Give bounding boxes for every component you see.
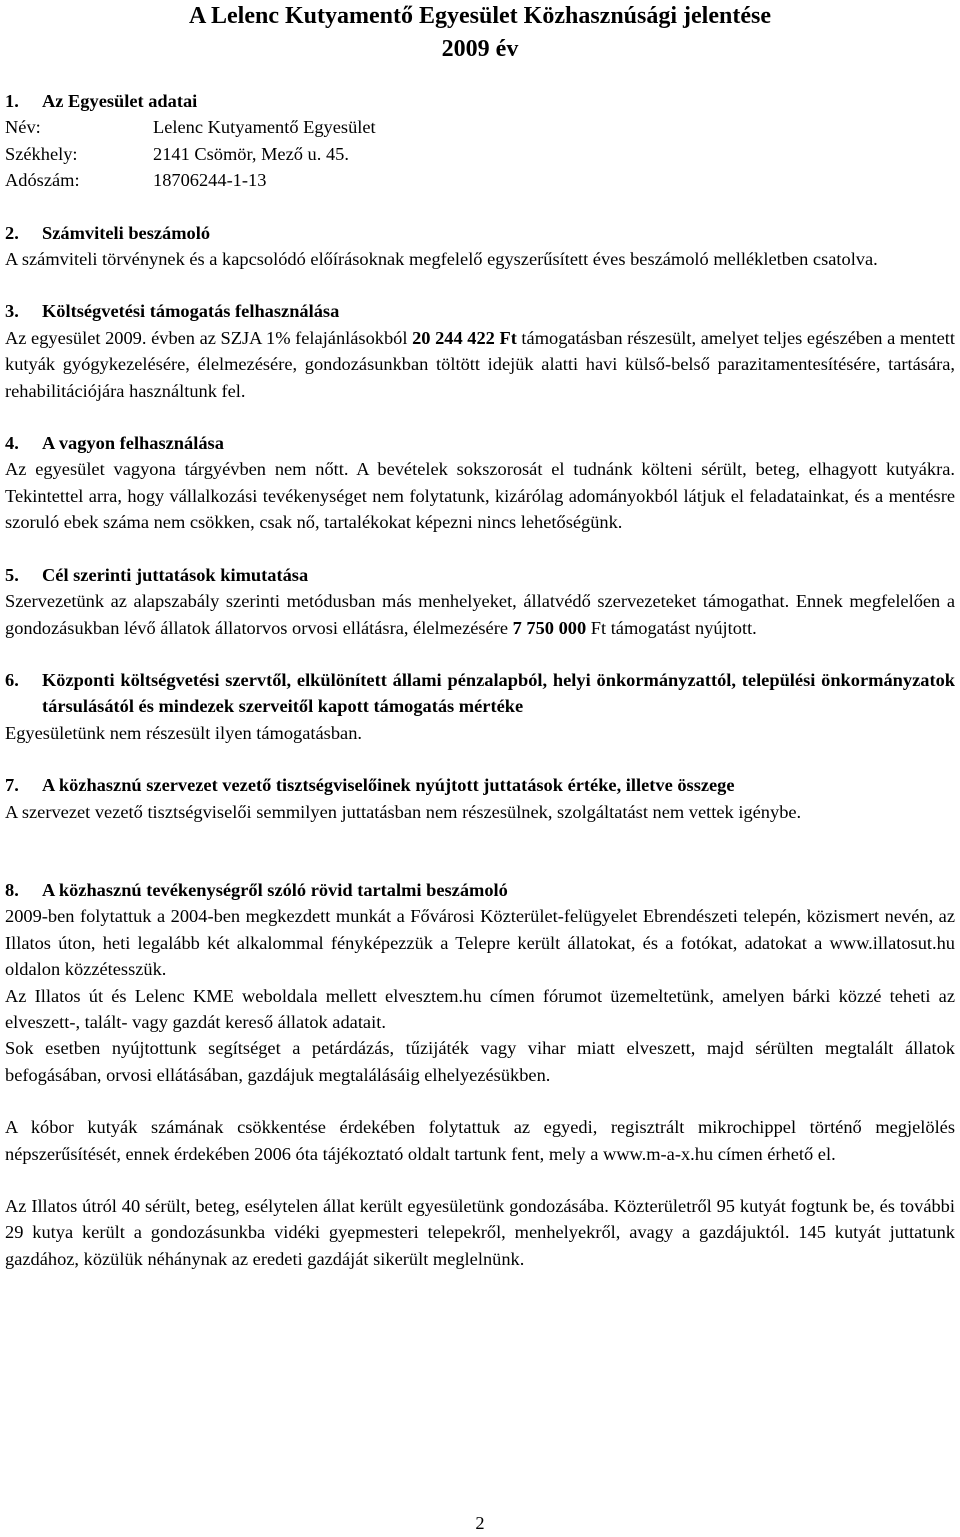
section-4-text: Az egyesület vagyona tárgyévben nem nőtt. A bevételek sokszorosát el tudnánk költeni sérült, beteg, elhagyott kutyákra. Tekintettel arra, hogy vállalkozási tevékenységet nem folytatunk, kizárólag adományokból látjuk el feladatainkat, és a mentésre szoruló ebek száma nem csökken, csak nő, tartalékokat képezni nincs lehetőségünk.	[5, 459, 955, 533]
section-7	[5, 772, 955, 825]
section-2-text: A számviteli törvénynek és a kapcsolódó előírásoknak megfelelő egyszerűsített éves beszámoló mellékletben csatolva.	[5, 249, 878, 270]
tax-number-row	[5, 167, 955, 193]
section-number: 5.	[5, 564, 19, 585]
page-number: 2	[475, 1513, 485, 1533]
section-8-heading	[5, 877, 955, 903]
section-title: Költségvetési támogatás felhasználása	[42, 301, 340, 322]
section-7-heading	[5, 772, 955, 798]
section-8-paragraph-5: Az Illatos útról 40 sérült, beteg, esélytelen állat került egyesületünk gondozásába. Közterületről 95 kutyát fogtunk be, és további 29 kutya került a gondozásunkba vidéki gyepmesteri telepekről, menhelyekről, avagy a gazdájuktól. 145 kutyát juttatunk gazdához, közülük néhánynak az eredeti gazdáját sikerült meglelnünk.	[5, 1196, 955, 1269]
section-5-text	[5, 588, 955, 641]
benefit-amount: 7 750 000	[512, 617, 587, 638]
section-5-text-b: Ft támogatást nyújtott.	[586, 617, 757, 638]
section-6-text: Egyesületünk nem részesült ilyen támogatásban.	[5, 722, 362, 743]
section-5	[5, 562, 955, 641]
section-4	[5, 430, 955, 536]
support-amount: 20 244 422 Ft	[412, 327, 517, 348]
section-number: 6.	[5, 669, 19, 690]
section-title: A vagyon felhasználása	[42, 433, 224, 454]
section-title: Központi költségvetési szervtől, elkülönített állami pénzalapból, helyi önkormányzattól, települési önkormányzatok társulásától és mindezek szerveitől kapott támogatás mértéke	[42, 669, 955, 717]
section-6-heading	[5, 667, 955, 720]
address-value: 2141 Csömör, Mező u. 45.	[153, 143, 349, 164]
section-2	[5, 220, 955, 273]
section-3-text-b: támogatásban részesült, amelyet teljes egészében a mentett kutyák gyógykezelésére, élelmezésére, gondozásunkban töltött idejük alatti havi külső-belső parazitamentesítésére, tartására, rehabilitációjára használtunk fel.	[5, 327, 955, 401]
section-3-text-a: Az egyesület 2009. évben az SZJA 1% felajánlásokból	[5, 327, 413, 348]
section-7-text: A szervezet vezető tisztségviselői semmilyen juttatásban nem részesülnek, szolgáltatást nem vettek igénybe.	[5, 801, 802, 822]
document-title: A Lelenc Kutyamentő Egyesület Közhasznúsági jelentése	[189, 3, 771, 29]
section-8-paragraph-1: 2009-ben folytattuk a 2004-ben megkezdett munkát a Fővárosi Közterület-felügyelet Ebrendészeti telepén, közismert nevén, az Illatos úton, heti legalább két alkalommal fényképezzük a Telepre került állatokat, és a fotókat, adatokat a www.illatosut.hu oldalon közzétesszük.	[5, 906, 955, 980]
name-value: Lelenc Kutyamentő Egyesület	[153, 117, 376, 138]
section-5-heading	[5, 562, 955, 588]
section-title: Cél szerinti juttatások kimutatása	[42, 564, 309, 585]
section-number: 2.	[5, 222, 19, 243]
document-page	[5, 0, 955, 1272]
address-row	[5, 141, 955, 167]
section-number: 3.	[5, 301, 19, 322]
section-number: 8.	[5, 879, 19, 900]
section-1	[5, 88, 955, 194]
section-title: A közhasznú tevékenységről szóló rövid tartalmi beszámoló	[42, 879, 508, 900]
section-3-heading	[5, 298, 955, 324]
section-8-paragraph-4: A kóbor kutyák számának csökkentése érdekében folytattuk az egyedi, regisztrált mikrochippel történő megjelölés népszerűsítését, ennek érdekében 2006 óta tájékoztató oldalt tartunk fent, mely a www.m-a-x.hu címen érhető el.	[5, 1117, 955, 1164]
section-title: Számviteli beszámoló	[42, 222, 211, 243]
document-year: 2009 év	[441, 36, 519, 62]
section-4-heading	[5, 430, 955, 456]
tax-number-value: 18706244-1-13	[153, 170, 267, 191]
paragraph-gap	[5, 1088, 955, 1114]
section-6	[5, 667, 955, 746]
section-title: A közhasznú szervezet vezető tisztségviselőinek nyújtott juttatások értéke, illetve összege	[42, 775, 735, 796]
section-5-text-a: Szervezetünk az alapszabály szerinti metódusban más menhelyeket, állatvédő szervezeteket támogathat. Ennek megfelelően a gondozásukban lévő állatok állatorvos orvosi ellátásra, élelmezésére	[5, 591, 955, 638]
section-8-paragraph-2: Az Illatos út és Lelenc KME weboldala mellett elvesztem.hu címen fórumot üzemeltetünk, amelyen bárki közzé teheti az elveszett-, talált- vagy gazdát kereső állatok adatait.	[5, 985, 955, 1032]
section-number: 1.	[5, 91, 19, 111]
section-8-paragraph-3: Sok esetben nyújtottunk segítséget a petárdázás, tűzijáték vagy vihar miatt elveszett, majd sérülten megtalált állatok befogásában, orvosi ellátásában, gazdájuk megtalálásáig elhelyezésükben.	[5, 1038, 955, 1085]
address-label: Székhely:	[5, 143, 78, 164]
name-row	[5, 114, 955, 140]
section-3	[5, 298, 955, 404]
paragraph-gap	[5, 1167, 955, 1193]
section-3-text	[5, 325, 955, 404]
name-label: Név:	[5, 117, 41, 138]
section-title: Az Egyesület adatai	[42, 91, 198, 111]
section-number: 7.	[5, 775, 19, 796]
section-2-heading	[5, 220, 955, 246]
section-1-heading	[5, 88, 955, 114]
section-number: 4.	[5, 433, 19, 454]
tax-number-label: Adószám:	[5, 170, 80, 191]
section-8	[5, 877, 955, 1272]
